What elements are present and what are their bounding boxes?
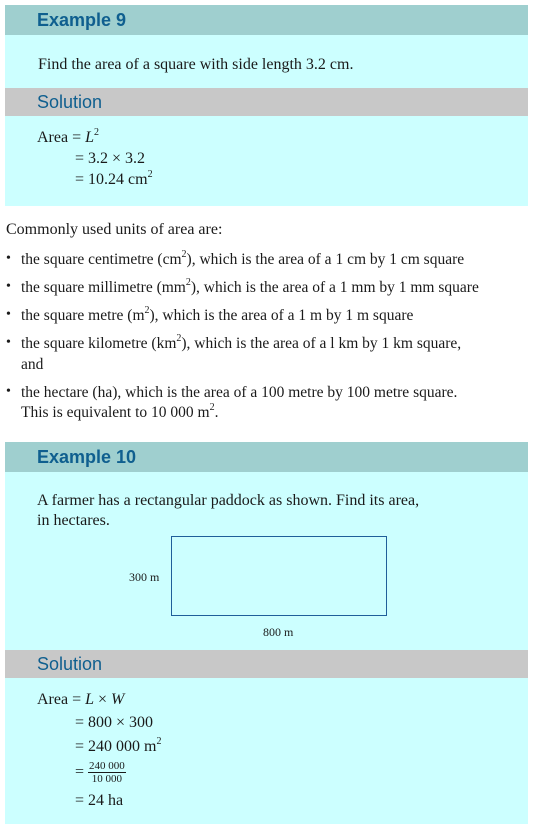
unit-hectare: the hectare (ha), which is the area of a 100 metre by 100 metre square. xyxy=(21,384,458,401)
example-10-solution-title: Solution xyxy=(37,654,103,674)
unit-mm2: the square millimetre $(mm^2)$, which is the area of a 1 mm by 1 mm square xyxy=(21,277,479,296)
example-10-line-1: Area = L × W xyxy=(37,691,125,708)
example-9-line-2: = 3.2 × 3.2 xyxy=(75,150,146,167)
example-9-solution-box xyxy=(5,116,528,206)
paddock-rectangle xyxy=(171,536,387,616)
paddock-bottom-label: 800 m xyxy=(263,625,294,639)
example-10-solution-header xyxy=(5,650,528,678)
fraction: $\frac{240 000}{10 000}$ xyxy=(89,760,125,785)
example-10-line-4: = $\frac{240 000}{10 000}$ xyxy=(75,760,125,785)
example-10-line-2: = 800 × 300 xyxy=(75,714,154,731)
example-9-line-3: = 10.24 $cm^2$ xyxy=(75,169,153,188)
example-9-line-1: Area = $L^2$ xyxy=(37,127,100,146)
example-10-line-5: = 24 ha xyxy=(75,792,124,809)
example-9-solution-header xyxy=(5,88,528,116)
unit-m2: the square metre $(m^2)$, which is the area of a 1 m by 1 m square xyxy=(21,305,414,324)
example-9-title: Example 9 xyxy=(37,10,127,30)
bullet-3: • xyxy=(6,307,11,322)
paddock-side-label: 300 m xyxy=(129,570,160,584)
example-9-solution-title: Solution xyxy=(37,92,103,112)
example-9-header xyxy=(5,5,528,35)
example-9-question-box xyxy=(5,35,528,88)
example-10-question-line-1: A farmer has a rectangular paddock as shown. Find its area, xyxy=(37,492,420,509)
bullet-1: • xyxy=(6,251,11,266)
example-10-header xyxy=(5,442,528,472)
example-10-question-line-2: in hectares. xyxy=(37,512,110,529)
example-10-solution-box xyxy=(5,678,528,824)
example-10-line-3: = 240 000 $m^2$ xyxy=(75,736,162,755)
units-intro: Commonly used units of area are: xyxy=(6,221,223,238)
example-10-title: Example 10 xyxy=(37,447,137,467)
unit-km2-and: and xyxy=(21,356,44,373)
unit-hectare-equivalent: This is equivalent to 10 000 $m^2$. xyxy=(21,402,219,421)
unit-cm2: the square centimetre $(cm^2)$, which is the area of a 1 cm by 1 cm square xyxy=(21,249,465,268)
bullet-4: • xyxy=(6,335,11,350)
bullet-5: • xyxy=(6,384,11,399)
example-9-question: Find the area of a square with side length 3.2 cm. xyxy=(38,56,354,73)
unit-km2: the square kilometre $(km^2)$, which is the area of a l km by 1 km square, xyxy=(21,333,462,352)
bullet-2: • xyxy=(6,279,11,294)
example-10-question-box xyxy=(5,472,528,650)
